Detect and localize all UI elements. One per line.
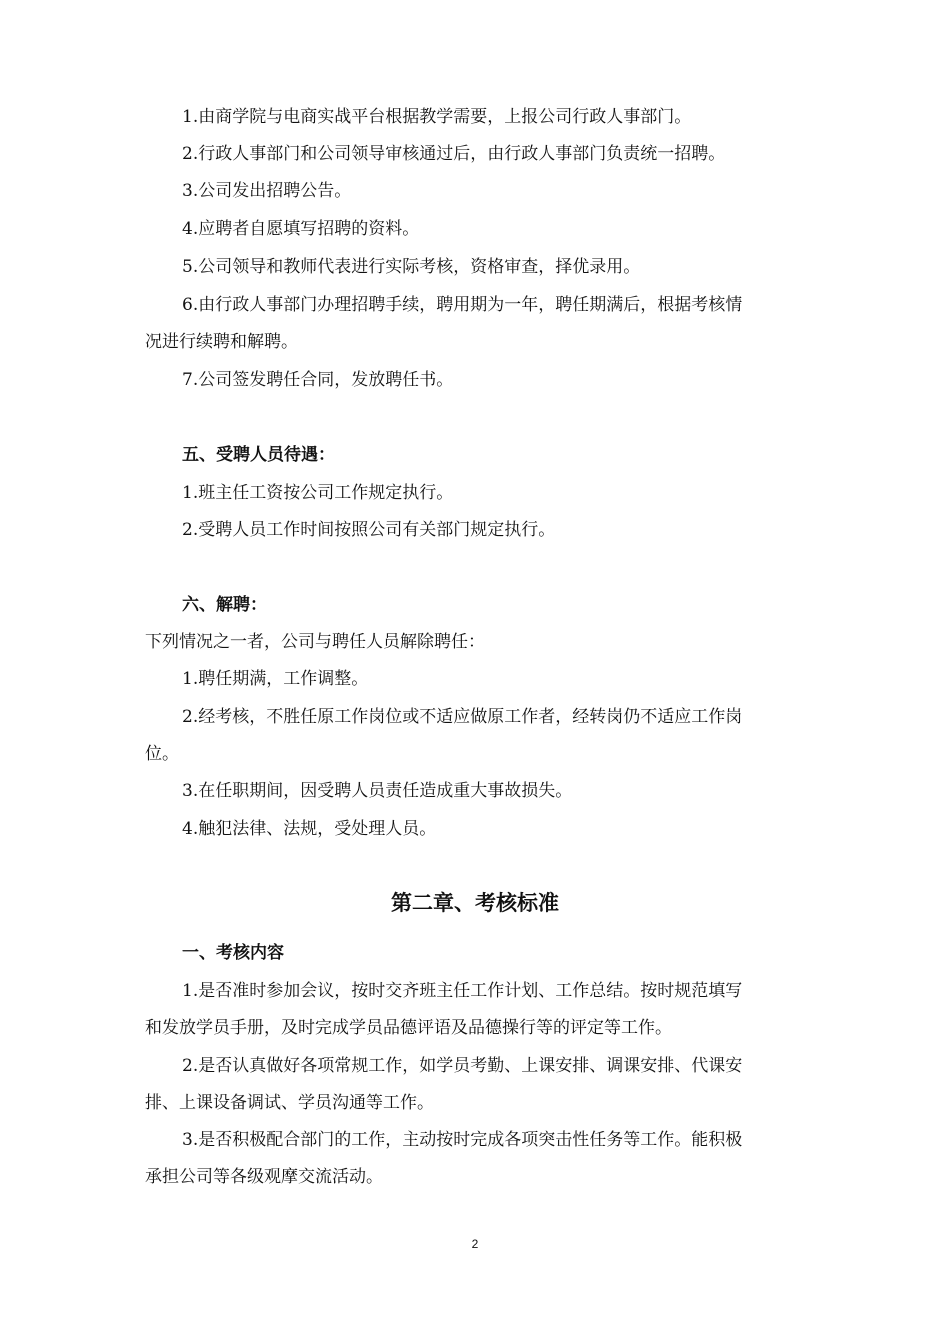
recruitment-step-5: 5.公司领导和教师代表进行实际考核，资格审查，择优录用。 — [182, 257, 641, 277]
recruitment-step-6: 6.由行政人事部门办理招聘手续，聘用期为一年，聘任期满后，根据考核情 — [182, 295, 743, 315]
section6-item-4: 4.触犯法律、法规，受处理人员。 — [182, 819, 437, 839]
assessment-line-3: 2.是否认真做好各项常规工作，如学员考勤、上课安排、调课安排、代课安 — [182, 1056, 743, 1076]
assessment-line-5: 3.是否积极配合部门的工作，主动按时完成各项突击性任务等工作。能积极 — [182, 1130, 743, 1150]
section6-item-2: 2.经考核，不胜任原工作岗位或不适应做原工作者，经转岗仍不适应工作岗 — [182, 707, 743, 727]
section5-item-2: 2.受聘人员工作时间按照公司有关部门规定执行。 — [182, 520, 556, 540]
recruitment-step-2: 2.行政人事部门和公司领导审核通过后，由行政人事部门负责统一招聘。 — [182, 144, 726, 164]
recruitment-step-3: 3.公司发出招聘公告。 — [182, 181, 352, 201]
recruitment-step-1: 1.由商学院与电商实战平台根据教学需要，上报公司行政人事部门。 — [182, 107, 692, 127]
section6-item-2-continued: 位。 — [145, 744, 179, 764]
section6-item-1: 1.聘任期满，工作调整。 — [182, 669, 369, 689]
section5-item-1: 1.班主任工资按公司工作规定执行。 — [182, 483, 454, 503]
assessment-line-6: 承担公司等各级观摩交流活动。 — [145, 1167, 383, 1187]
section5-heading: 五、受聘人员待遇： — [182, 445, 335, 465]
section6-intro: 下列情况之一者，公司与聘任人员解除聘任： — [145, 632, 485, 652]
recruitment-step-7: 7.公司签发聘任合同，发放聘任书。 — [182, 370, 454, 390]
recruitment-step-4: 4.应聘者自愿填写招聘的资料。 — [182, 219, 420, 239]
assessment-line-1: 1.是否准时参加会议，按时交齐班主任工作计划、工作总结。按时规范填写 — [182, 981, 743, 1001]
chapter-title: 第二章、考核标准 — [391, 891, 559, 915]
chapter2-heading: 一、考核内容 — [182, 943, 284, 963]
section6-item-3: 3.在任职期间，因受聘人员责任造成重大事故损失。 — [182, 781, 573, 801]
section6-heading: 六、解聘： — [182, 595, 267, 615]
page-number: 2 — [471, 1237, 479, 1251]
assessment-line-4: 排、上课设备调试、学员沟通等工作。 — [145, 1093, 434, 1113]
recruitment-step-6-continued: 况进行续聘和解聘。 — [145, 332, 298, 352]
assessment-line-2: 和发放学员手册，及时完成学员品德评语及品德操行等的评定等工作。 — [145, 1018, 672, 1038]
